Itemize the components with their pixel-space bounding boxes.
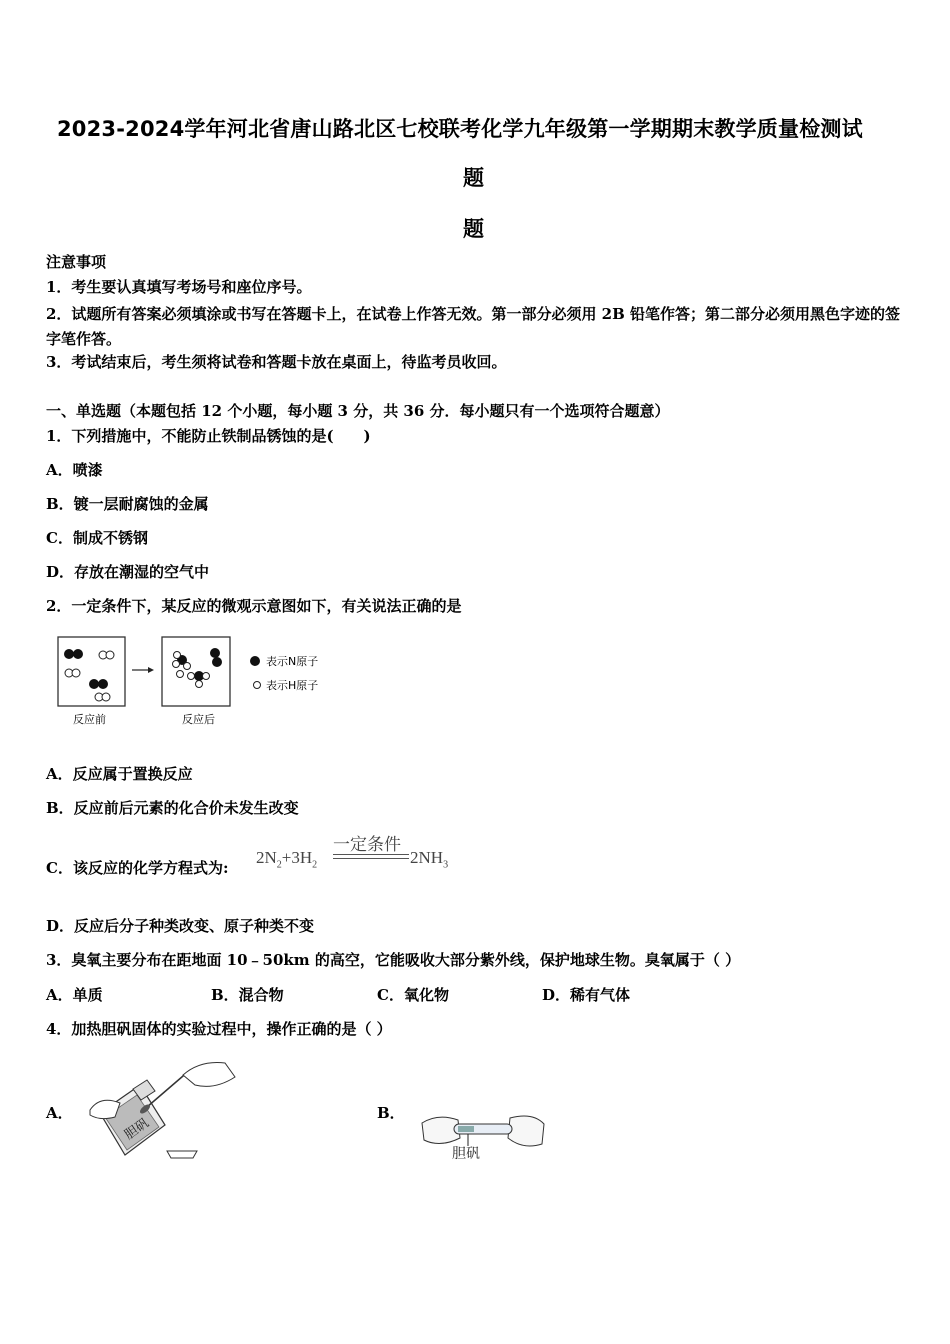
equation-lhs: $2N_2+3H_2$ — [256, 848, 318, 871]
dish-icon — [167, 1151, 197, 1158]
equation-condition: 一定条件 — [333, 835, 401, 854]
h2-molecule — [65, 669, 80, 677]
tube-label: 胆矾 — [452, 1146, 480, 1162]
reaction-arrow-head — [148, 667, 154, 673]
page-title-continued: 题 — [463, 166, 485, 190]
legend-n-label: 表示N原子 — [266, 655, 319, 668]
q1-stem: 1．下列措施中，不能防止铁制品锈蚀的是( ) — [46, 427, 371, 445]
equation-equals-bottom — [333, 858, 409, 859]
q2-option-d: D．反应后分子种类改变、原子种类不变 — [46, 917, 315, 935]
notice-item-3: 3．考试结束后，考生须将试卷和答题卡放在桌面上，待监考员收回。 — [46, 353, 507, 371]
hand-icon — [90, 1100, 120, 1118]
q1-option-c: C．制成不锈钢 — [46, 529, 148, 547]
q3-option-d: D．稀有气体 — [542, 986, 631, 1004]
powder-icon — [458, 1126, 474, 1132]
q4-option-a-label: A． — [46, 1104, 73, 1122]
illustration-b — [418, 1108, 548, 1166]
notice-item-1: 1．考生要认真填写考场号和座位序号。 — [46, 278, 312, 296]
reaction-diagram — [55, 633, 345, 733]
notice-heading: 注意事项 — [46, 253, 107, 271]
after-label: 反应后 — [182, 713, 215, 726]
q4-option-b-label: B． — [377, 1104, 405, 1122]
right-hand-icon — [508, 1116, 544, 1146]
q3-option-c: C．氧化物 — [377, 986, 449, 1004]
illustration-a — [85, 1055, 240, 1165]
h-atom — [177, 671, 184, 678]
q2-stem: 2．一定条件下，某反应的微观示意图如下，有关说法正确的是 — [46, 597, 462, 615]
legend-h-label: 表示H原子 — [266, 679, 319, 692]
q2-option-c: C．该反应的化学方程式为: — [46, 859, 229, 877]
q3-option-a: A．单质 — [46, 986, 103, 1004]
section-heading: 一、单选题（本题包括 12 个小题，每小题 3 分，共 36 分．每小题只有一个选项符合题意） — [46, 402, 670, 420]
page-title-repeat: 题 — [463, 217, 485, 241]
svg-text:胆矾: 胆矾 — [122, 1115, 152, 1143]
h-atom-legend-icon — [254, 682, 261, 689]
q4-stem: 4．加热胆矾固体的实验过程中，操作正确的是（ ） — [46, 1020, 392, 1038]
page-title: 2023-2024学年河北省唐山路北区七校联考化学九年级第一学期期末教学质量检测试 — [57, 117, 863, 141]
q1-option-d: D．存放在潮湿的空气中 — [46, 563, 210, 581]
h2-molecule — [95, 693, 110, 701]
equation-equals-top — [333, 854, 409, 855]
h2-molecule — [99, 651, 114, 659]
q3-stem: 3．臭氧主要分布在距地面 10﹣50km 的高空，它能吸收大部分紫外线，保护地球生物。臭氧属于（ ） — [46, 951, 741, 969]
after-box — [162, 637, 230, 706]
before-label: 反应前 — [73, 713, 106, 726]
n-atom-legend-icon — [250, 656, 260, 666]
hand-icon — [183, 1063, 235, 1087]
q1-option-b: B．镀一层耐腐蚀的金属 — [46, 495, 209, 513]
q1-option-a: A．喷漆 — [46, 461, 103, 479]
equation-rhs: $2NH_3$ — [410, 848, 449, 871]
notice-item-2: 2．试题所有答案必须填涂或书写在答题卡上，在试卷上作答无效。第一部分必须用 2B 铅笔作答；第二部分必须用黑色字迹的签字笔作答。 — [46, 305, 901, 348]
q2-option-b: B．反应前后元素的化合价未发生改变 — [46, 799, 299, 817]
q3-option-b: B．混合物 — [211, 986, 284, 1004]
q2-option-a: A．反应属于置换反应 — [46, 765, 193, 783]
